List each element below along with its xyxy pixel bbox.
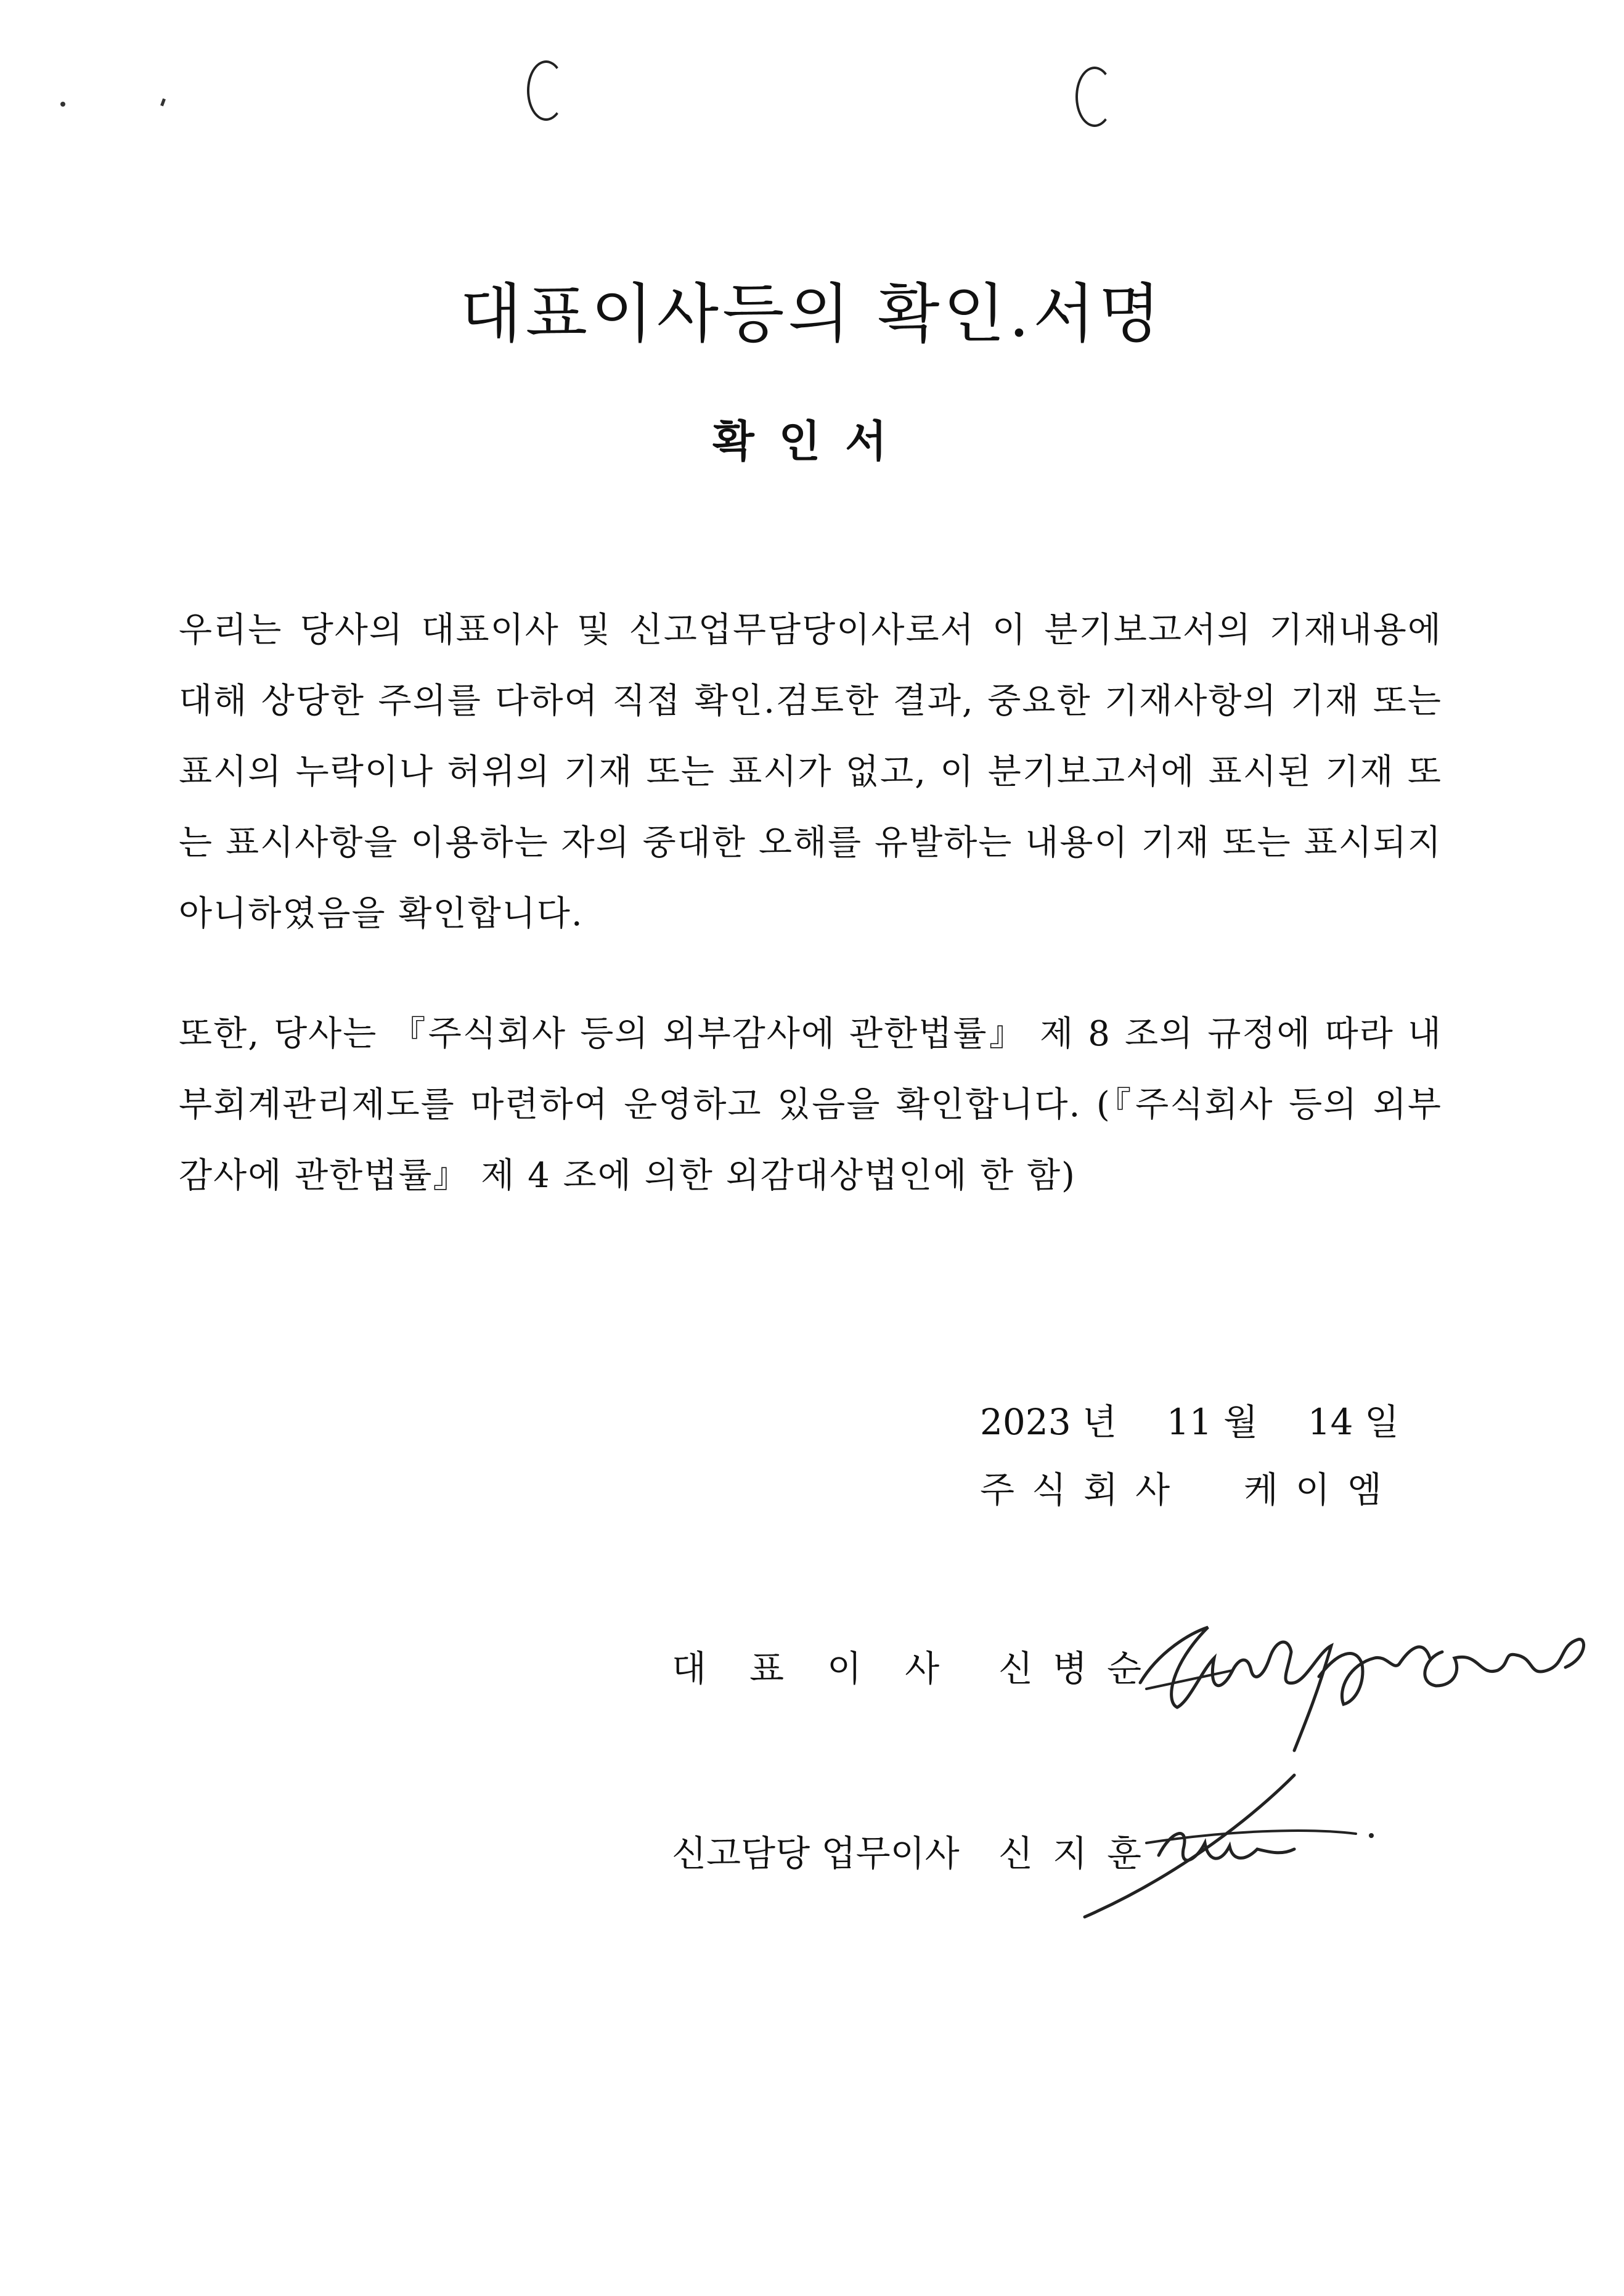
date-year: 2023 년: [980, 1401, 1117, 1443]
date-line: [980, 1393, 1399, 1445]
company-type: 주식회사: [980, 1469, 1188, 1511]
document-title: 대표이사등의 확인.서명: [460, 276, 1164, 351]
officer-handwritten-signature: [1072, 1763, 1381, 1923]
punch-hole-mark: [527, 60, 565, 121]
punch-hole-mark: [1075, 67, 1114, 127]
scan-speck: [160, 99, 166, 107]
company-name: 케이엠: [1243, 1469, 1399, 1511]
date-day: 14 일: [1307, 1401, 1399, 1443]
signatory-role: 신고담당 업무이사: [672, 1832, 960, 1874]
company-line: [980, 1461, 1399, 1513]
signatory-role: 대표이사: [672, 1648, 983, 1689]
ceo-signature-row: [672, 1640, 1161, 1691]
date-month: 11 월: [1166, 1401, 1259, 1443]
scan-speck: [60, 102, 65, 107]
document-subtitle: 확인서: [712, 416, 912, 467]
signatory-name: 신병순: [998, 1648, 1162, 1689]
confirmation-paragraph: 우리는 당사의 대표이사 및 신고업무담당이사로서 이 분기보고서의 기재내용에 대해 상당한 주의를 다하여 직접 확인.검토한 결과, 중요한 기재사항의 기재 또는 표시의 누락이나 허위의 기재 또는 표시가 없고, 이 분기보고서에 표시된 기재 또는 표시사항을 이용하는 자의 중대한 오해를 유발하는 내용이 기재 또는 표시되지 아니하였음을 확인합니다.: [179, 610, 1442, 934]
signatory-name: 신지훈: [998, 1832, 1162, 1874]
ceo-handwritten-signature: [1134, 1578, 1590, 1763]
internal-control-paragraph: 또한, 당사는 『주식회사 등의 외부감사에 관한법률』 제 8 조의 규정에 따라 내부회계관리제도를 마련하여 운영하고 있음을 확인합니다. (『주식회사 등의 외부감사에 관한법률』 제 4 조에 의한 외감대상법인에 한 함): [179, 1014, 1442, 1196]
